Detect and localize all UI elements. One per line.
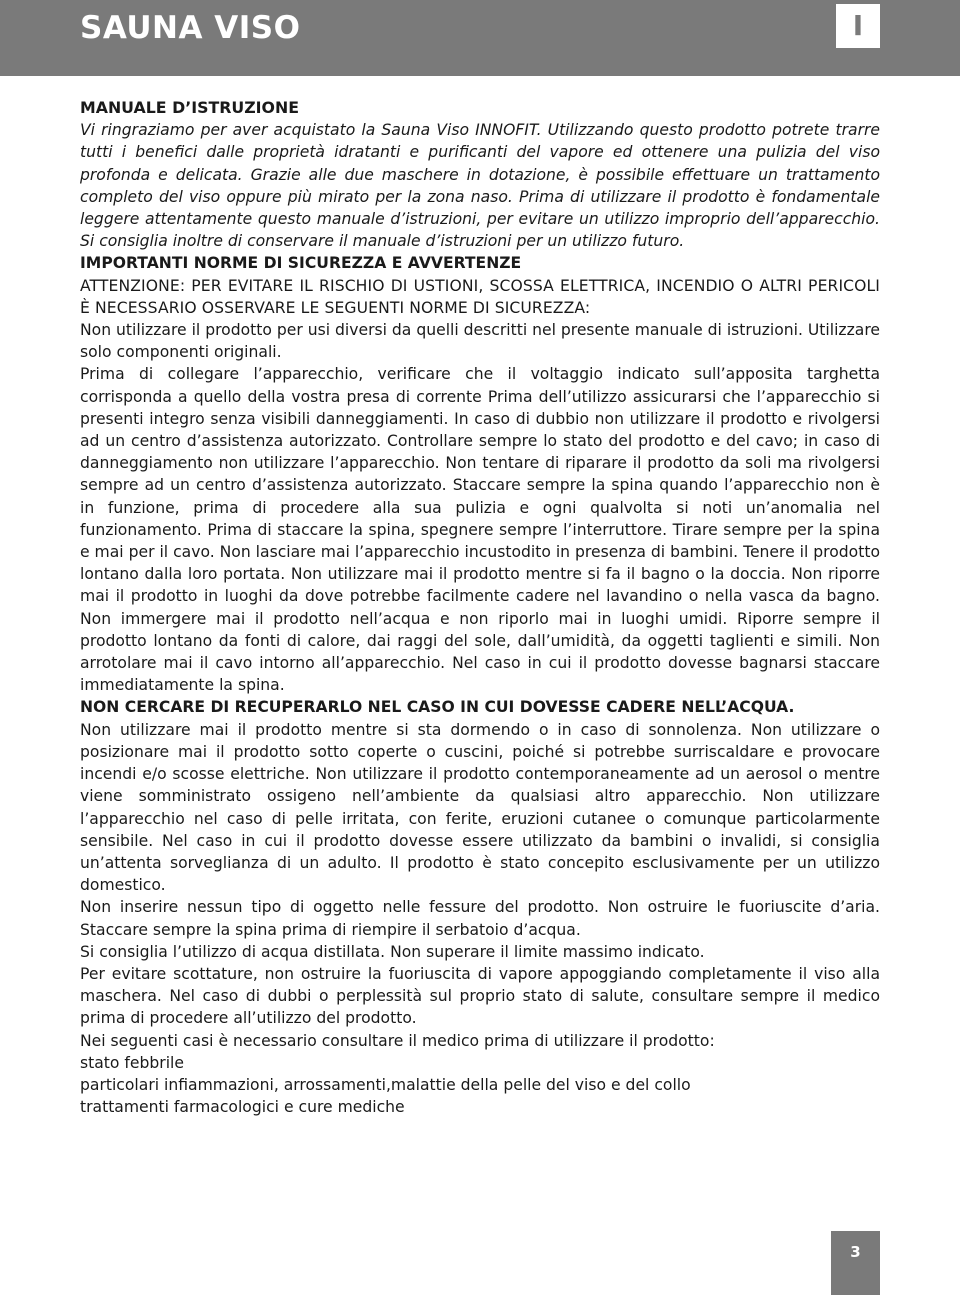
language-badge: I bbox=[836, 4, 880, 48]
rule-paragraph: Prima di collegare l’apparecchio, verificare che il voltaggio indicato sull’apposita targhetta corrisponda a quello della vostra presa di corrente Prima dell’utilizzo assicurarsi che l’apparecchio si presenti integro senza visibili danneggiamenti. In caso di dubbio non utilizzare il prodotto e rivolgersi ad un centro d’assistenza autorizzato. Controllare sempre lo stato del prodotto e del cavo; in caso di danneggiamento non utilizzare l’apparecchio. Non tentare di riparare il prodotto da soli ma rivolgersi sempre ad un centro d’assistenza autorizzato. Staccare sempre la spina quando l’apparecchio non è in funzione, prima di procedere alla sua pulizia e ogni qualvolta si noti un’anomalia nel funzionamento. Prima di staccare la spina, spegnere sempre l’interruttore. Tirare sempre per la spina e mai per il cavo. Non lasciare mai l’apparecchio incustodito in presenza di bambini. Tenere il prodotto lontano dalla loro portata. Non utilizzare mai il prodotto mentre si fa il bagno o la doccia. Non riporre mai il prodotto in luoghi da dove potrebbe facilmente cadere nel lavandino o nella vasca da bagno. Non immergere mai il prodotto nell’acqua e non riporlo mai in luoghi umidi. Riporre sempre il prodotto lontano da fonti di calore, dai raggi del sole, dall’umidità, da oggetti taglienti e simili. Non arrotolare mai il cavo intorno all’apparecchio. Nel caso in cui il prodotto dovesse bagnarsi staccare immediatamente la spina. bbox=[80, 365, 880, 695]
manual-heading: MANUALE D’ISTRUZIONE bbox=[80, 98, 299, 117]
rule-paragraph: Si consiglia l’utilizzo di acqua distillata. Non superare il limite massimo indicato. bbox=[80, 942, 705, 961]
intro-paragraph: Vi ringraziamo per aver acquistato la Sauna Viso INNOFIT. Utilizzando questo prodotto potrete trarre tutti i benefici dalle proprietà idratanti e purificanti del vapore ed ottenere una pulizia del viso profonda e delicata. Grazie alle due maschere in dotazione, è possibile effettuare un trattamento completo del viso oppure più mirato per la zona naso. Prima di utilizzare il prodotto è fondamentale leggere attentamente questo manuale d’istruzioni, per evitare un utilizzo improprio dell’apparecchio. Si consiglia inoltre di conservare il manuale d’istruzioni per un utilizzo futuro. bbox=[80, 121, 880, 251]
safety-heading: IMPORTANTI NORME DI SICUREZZA E AVVERTENZE bbox=[80, 254, 522, 273]
list-item: particolari infiammazioni, arrossamenti,malattie della pelle del viso e del collo bbox=[80, 1075, 691, 1094]
list-item: stato febbrile bbox=[80, 1053, 184, 1072]
rule-paragraph: Non utilizzare mai il prodotto mentre si sta dormendo o in caso di sonnolenza. Non utilizzare o posizionare mai il prodotto sotto coperte o cuscini, poiché si potrebbe surriscaldare e provocare incendi e/o scosse elettriche. Non utilizzare il prodotto contemporaneamente ad un aerosol o mentre viene somministrato ossigeno nell’ambiente da qualsiasi altro apparecchio. Non utilizzare l’apparecchio nel caso di pelle irritata, con ferite, eruzioni cutanee o comunque particolarmente sensibile. Nel caso in cui il prodotto dovesse essere utilizzato da bambini o invalidi, si consiglia un’attenta sorveglianza di un adulto. Il prodotto è stato concepito esclusivamente per un utilizzo domestico. bbox=[80, 720, 880, 895]
page-number: 3 bbox=[831, 1231, 880, 1295]
list-item: trattamenti farmacologici e cure mediche bbox=[80, 1098, 405, 1117]
rule-paragraph: Non utilizzare il prodotto per usi diversi da quelli descritti nel presente manuale di istruzioni. Utilizzare solo componenti originali. bbox=[80, 321, 881, 362]
rule-paragraph: Per evitare scottature, non ostruire la fuoriuscita di vapore appoggiando completamente il viso alla maschera. Nel caso di dubbi o perplessità sul proprio stato di salute, consultare sempre il medico prima di procedere all’utilizzo del prodotto. bbox=[80, 964, 880, 1028]
document-title: SAUNA VISO bbox=[80, 10, 301, 46]
rule-paragraph: Nei seguenti casi è necessario consultare il medico prima di utilizzare il prodotto: bbox=[80, 1031, 715, 1050]
rule-paragraph: Non inserire nessun tipo di oggetto nelle fessure del prodotto. Non ostruire le fuoriuscite d’aria. Staccare sempre la spina prima di riempire il serbatoio d’acqua. bbox=[80, 898, 880, 939]
attention-text: ATTENZIONE: PER EVITARE IL RISCHIO DI USTIONI, SCOSSA ELETTRICA, INCENDIO O ALTRI PERICOLI È NECESSARIO OSSERVARE LE SEGUENTI NORME DI SICUREZZA: bbox=[80, 276, 880, 317]
manual-content bbox=[80, 97, 880, 1118]
page-header bbox=[0, 0, 960, 76]
water-warning: NON CERCARE DI RECUPERARLO NEL CASO IN CUI DOVESSE CADERE NELL’ACQUA. bbox=[80, 698, 795, 717]
